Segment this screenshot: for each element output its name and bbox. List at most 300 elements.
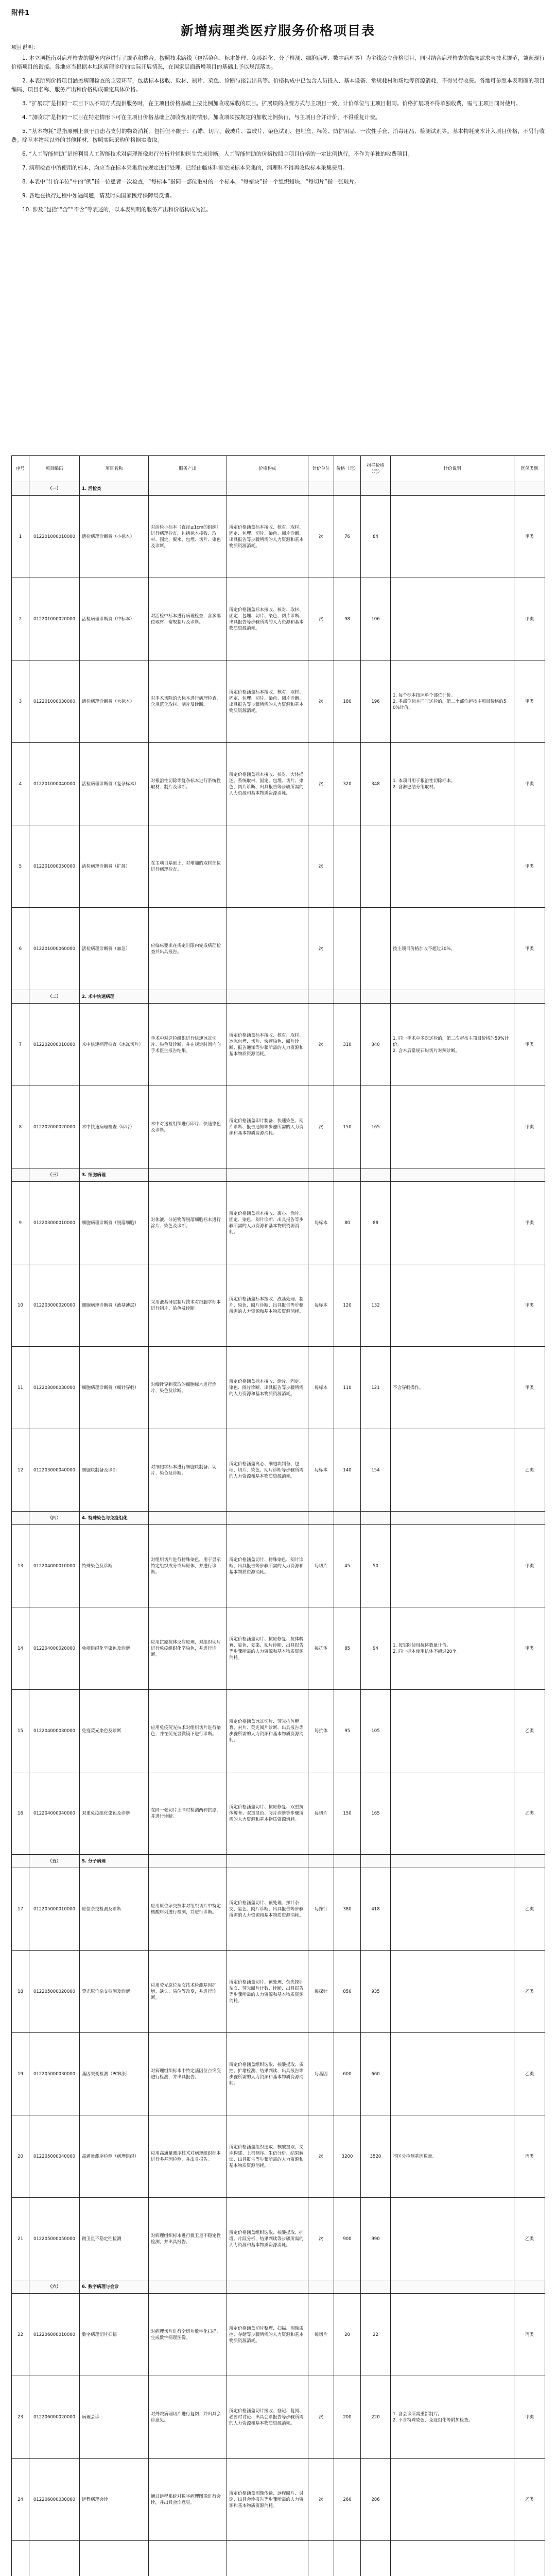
row-service-content: 对手术切除的大标本进行病理检查，含规范化取材、制片及诊断。 <box>149 660 227 743</box>
row-description <box>391 2033 514 2115</box>
row-description <box>391 1772 514 1855</box>
row-guide-price <box>361 1512 391 1525</box>
row-price <box>334 908 361 990</box>
row-price-composition: 所定价格涵盖切片、特殊染色、阅片诊断、出具报告等步骤所需的人力资源和基本物质资源消耗。 <box>227 1525 308 1607</box>
row-price-composition: 所定价格涵盖标本接收、核对、取材、固定、包埋、切片、染色、阅片诊断、出具报告等步骤所需的人力资源和基本物质资源消耗。 <box>227 496 308 578</box>
row-name: 特殊染色及诊断 <box>80 1525 149 1607</box>
row-service-content: 对体液、分泌物等脱落细胞标本进行涂片、染色及诊断。 <box>149 1182 227 1264</box>
row-price: 95 <box>334 1690 361 1772</box>
row-unit: 每抗体 <box>308 1607 334 1690</box>
row-price <box>334 2280 361 2294</box>
row-price-composition: 所定价格涵盖切片、预处理、荧光探针杂交、荧光阅片计数、诊断、出具报告等步骤所需的人力资源和基本物质资源消耗。 <box>227 1951 308 2033</box>
row-seq: 19 <box>12 2033 29 2115</box>
row-guide-price: 165 <box>361 1772 391 1855</box>
row-price: 600 <box>334 2033 361 2115</box>
row-price-composition: 所定价格涵盖标本接收、涂片、固定、染色、阅片诊断、出具报告等步骤所需的人力资源和基本物质资源消耗。 <box>227 1347 308 1429</box>
note-paragraph: 4. “加收项”是指同一项目在特定情形下可在主项目价格基础上加收费用的情形。加收项须按规定的加收比例执行，与主项目合并计价，不得重复计费。 <box>22 114 381 121</box>
row-seq: 20 <box>12 2115 29 2198</box>
row-price: 120 <box>334 1264 361 1347</box>
row-price: 98 <box>334 578 361 660</box>
row-insurance-class: 乙类 <box>514 1429 545 1512</box>
row-price-composition: 所定价格涵盖切片整理、扫描、图像质控、存储等步骤所需的人力资源和基本物质资源消耗。 <box>227 2294 308 2376</box>
row-guide-price: 165 <box>361 1086 391 1168</box>
row-description: 不含穿刺操作。 <box>391 1347 514 1429</box>
note-paragraph: 3. “扩展项”是指同一项目下以不同方式提供服务时，在主项目价格基础上按比例加收或减收的项目。扩展项的收费方式与主项目一致，计价单位与主项目相同。价格扩展项不得单独收费，需与主项目同时使用。 <box>22 100 522 107</box>
table-row <box>12 908 545 990</box>
table-row <box>12 2376 545 2459</box>
table-section-row <box>12 1168 545 1182</box>
row-name: 细胞块制备及诊断 <box>80 1429 149 1512</box>
row-seq: 8 <box>12 1086 29 1168</box>
row-name: 术中快速病理检查（冰冻切片） <box>80 1004 149 1086</box>
row-insurance-class: 甲类 <box>514 1086 545 1168</box>
row-description: 1. 同一手术中多次送检的，第二次起按主项目价格的50%计价。 2. 含术后常规石蜡切片对照诊断。 <box>391 1004 514 1086</box>
row-code: 012205000050000 <box>29 2198 80 2280</box>
note-paragraph: 7. 病理检查中所使用的标本，均应当在标本采集后按规定进行处理。已经由临床科室完成标本采集的，病理科不得再收取标本采集费用。 <box>22 165 348 171</box>
row-price-composition: 所定价格涵盖切片、抗原修复、抗体孵育、显色、复染、阅片诊断、出具报告等步骤所需的人力资源和基本物质资源消耗。 <box>227 1607 308 1690</box>
row-insurance-class: 甲类 <box>514 1347 545 1429</box>
row-price: 150 <box>334 1772 361 1855</box>
row-unit: 每切片 <box>308 2294 334 2376</box>
row-price: 850 <box>334 1951 361 2033</box>
row-unit: 次 <box>308 1004 334 1086</box>
table-row <box>12 1429 545 1512</box>
row-price: 76 <box>334 496 361 578</box>
row-guide-price <box>361 2541 391 2576</box>
table-row <box>12 1264 545 1347</box>
row-description <box>391 825 514 908</box>
row-description <box>391 1525 514 1607</box>
row-seq: 6 <box>12 908 29 990</box>
row-seq: 14 <box>12 1607 29 1690</box>
table-row <box>12 1086 545 1168</box>
row-guide-price: 3520 <box>361 2115 391 2198</box>
row-unit <box>308 990 334 1004</box>
row-price: 150 <box>334 1086 361 1168</box>
row-insurance-class <box>514 2280 545 2294</box>
row-description <box>391 2294 514 2376</box>
row-unit: 次 <box>308 2459 334 2541</box>
row-name: 基因突变检测（PCR法） <box>80 2033 149 2115</box>
table-section-row <box>12 1855 545 1868</box>
row-code: 012202000020000 <box>29 1086 80 1168</box>
header-unit: 计价单位 <box>308 456 334 482</box>
row-service-content: 对组织切片进行特殊染色，用于显示特定组织成分或病原体，并进行诊断。 <box>149 1525 227 1607</box>
row-code: 012206000020000 <box>29 2376 80 2459</box>
row-service-content <box>149 2280 227 2294</box>
row-code: 012201000040000 <box>29 743 80 825</box>
table-row <box>12 1772 545 1855</box>
row-insurance-class <box>514 1855 545 1868</box>
row-code: 012204000020000 <box>29 1607 80 1690</box>
row-unit: 每基因 <box>308 2033 334 2115</box>
table-header-row <box>12 456 545 482</box>
row-price-composition <box>227 2541 308 2576</box>
row-seq <box>12 1168 29 1182</box>
notes-section <box>11 43 545 219</box>
row-name: 活检病理诊断费（复杂标本） <box>80 743 149 825</box>
row-description <box>391 1429 514 1512</box>
row-name: 活检病理诊断费（扩展） <box>80 825 149 908</box>
row-insurance-class: 甲类 <box>514 1607 545 1690</box>
row-unit <box>308 1512 334 1525</box>
table-section-row <box>12 2280 545 2294</box>
table-section-row <box>12 1512 545 1525</box>
row-insurance-class: 甲类 <box>514 496 545 578</box>
row-service-content: 采用液基薄层制片技术对细胞学标本进行制片、染色及诊断。 <box>149 1264 227 1347</box>
row-unit: 每抗体 <box>308 1690 334 1772</box>
row-unit: 次 <box>308 743 334 825</box>
note-paragraph: 5. “基本物耗”是指原则上限于由患者支付的物资消耗。包括但不限于：石蜡、切片、载玻片、盖玻片、染色试剂、包埋盒、标签、防护用品、一次性手套、消毒用品、检测试剂等。基本物耗成本计入项目价格，不另行收费。除基本物耗以外的其他耗材，按照实际采购价格据实收取。 <box>11 128 545 143</box>
row-price: 80 <box>334 1182 361 1264</box>
row-unit: 次 <box>308 2376 334 2459</box>
row-description: 1. 含会诊所需重新制片。 2. 不含特殊染色、免疫组化等附加检查。 <box>391 2376 514 2459</box>
row-guide-price: 660 <box>361 2033 391 2115</box>
row-description <box>391 1264 514 1347</box>
row-unit: 次 <box>308 578 334 660</box>
row-unit: 次 <box>308 496 334 578</box>
row-price-composition: 所定价格涵盖组织选取、核酸提取、质控、扩增检测、结果判读、出具报告等步骤所需的人力资源和基本物质资源消耗。 <box>227 2033 308 2115</box>
row-service-content: 对细针穿刺获取的细胞标本进行涂片、染色及诊断。 <box>149 1347 227 1429</box>
row-price-composition: 所定价格涵盖切片接收、登记、复阅、必要时讨论、出具会诊报告等步骤所需的人力资源和基本物质资源消耗。 <box>227 2376 308 2459</box>
row-seq: 18 <box>12 1951 29 2033</box>
document-title: 新增病理类医疗服务价格项目表 <box>180 23 375 38</box>
row-seq: 22 <box>12 2294 29 2376</box>
row-service-content <box>149 1168 227 1182</box>
row-name: 细胞病理诊断费（细针穿刺） <box>80 1347 149 1429</box>
row-insurance-class: 丙类 <box>514 2294 545 2376</box>
row-service-content: 在主项目基础上，对增加的取材部位进行病理检查。 <box>149 825 227 908</box>
row-price-composition: 所定价格涵盖切片、预处理、探针杂交、显色、阅片诊断、出具报告等步骤所需的人力资源和基本物质资源消耗。 <box>227 1868 308 1951</box>
table-row <box>12 1690 545 1772</box>
row-name: 5. 分子病理 <box>80 1855 149 1868</box>
row-guide-price: 990 <box>361 2198 391 2280</box>
note-paragraph: 1. 本立项指南对病理检查的服务内容进行了规范和整合。按照技术路线（包括染色、标本处理、免疫组化、分子检测、细胞病理、数字病理等）为主线设立价格项目，同时结合病理检查的临床需求与技术规范，兼顾现行价格项目的衔接。各地应当根据本地区病理诊疗的实际开展情况，在国家层面新增项目的基础上予以规范落实。 <box>11 55 545 70</box>
row-price-composition <box>227 1855 308 1868</box>
header-composition: 价格构成 <box>227 456 308 482</box>
row-service-content: 应用免疫荧光技术对组织切片进行染色，并在荧光显微镜下进行诊断。 <box>149 1690 227 1772</box>
row-description <box>391 578 514 660</box>
header-description: 计价说明 <box>391 456 514 482</box>
row-unit: 次 <box>308 908 334 990</box>
table-section-row <box>12 482 545 496</box>
table-row <box>12 578 545 660</box>
row-unit <box>308 1168 334 1182</box>
header-code: 项目编码 <box>29 456 80 482</box>
row-insurance-class: 丙类 <box>514 2115 545 2198</box>
row-guide-price <box>361 908 391 990</box>
row-service-content: 应临床要求在规定时限内完成病理检查并出具报告。 <box>149 908 227 990</box>
table-row <box>12 1607 545 1690</box>
row-price: 380 <box>334 1868 361 1951</box>
row-unit: 每切片 <box>308 1525 334 1607</box>
row-code: 012204000030000 <box>29 1690 80 1772</box>
row-insurance-class: 乙类 <box>514 1690 545 1772</box>
row-code: 012204000010000 <box>29 1525 80 1607</box>
row-price: 110 <box>334 1347 361 1429</box>
row-guide-price <box>361 1855 391 1868</box>
row-insurance-class <box>514 482 545 496</box>
row-code: 012206000010000 <box>29 2294 80 2376</box>
row-insurance-class: 乙类 <box>514 2198 545 2280</box>
row-description: 按主项目价格加收不超过30%。 <box>391 908 514 990</box>
row-guide-price: 418 <box>361 1868 391 1951</box>
row-name: 原位杂交检测及诊断 <box>80 1868 149 1951</box>
row-service-content: 对根治性切除等复杂标本进行系统性取材、制片及诊断。 <box>149 743 227 825</box>
row-description <box>391 2280 514 2294</box>
row-code <box>29 2541 80 2576</box>
row-seq: 15 <box>12 1690 29 1772</box>
row-name: 细胞病理诊断费（脱落细胞） <box>80 1182 149 1264</box>
row-price-composition <box>227 908 308 990</box>
row-guide-price: 94 <box>361 1607 391 1690</box>
row-service-content <box>149 990 227 1004</box>
row-guide-price: 105 <box>361 1690 391 1772</box>
row-price: 140 <box>334 1429 361 1512</box>
table-section-row <box>12 990 545 1004</box>
table-row <box>12 1004 545 1086</box>
price-item-table <box>11 455 545 2576</box>
row-name: 微卫星不稳定性检测 <box>80 2198 149 2280</box>
row-unit: 每标本 <box>308 1182 334 1264</box>
row-name: 活检病理诊断费（加急） <box>80 908 149 990</box>
row-unit: 每探针 <box>308 1951 334 2033</box>
row-name: 6. 数字病理与会诊 <box>80 2280 149 2294</box>
row-insurance-class: 乙类 <box>514 1868 545 1951</box>
row-name: 3. 细胞病理 <box>80 1168 149 1182</box>
row-code: （二） <box>29 990 80 1004</box>
row-guide-price: 121 <box>361 1347 391 1429</box>
row-guide-price: 340 <box>361 1004 391 1086</box>
row-guide-price: 50 <box>361 1525 391 1607</box>
row-insurance-class: 甲类 <box>514 743 545 825</box>
row-code: 012203000030000 <box>29 1347 80 1429</box>
row-insurance-class: 甲类 <box>514 578 545 660</box>
row-price <box>334 990 361 1004</box>
row-seq: 13 <box>12 1525 29 1607</box>
row-name: 荧光原位杂交检测及诊断 <box>80 1951 149 2033</box>
row-description: 不区分检测基因数量。 <box>391 2115 514 2198</box>
row-seq: 2 <box>12 578 29 660</box>
row-description <box>391 1086 514 1168</box>
row-code: 012203000020000 <box>29 1264 80 1347</box>
header-guide-price: 指导价格（元） <box>361 456 391 482</box>
row-code: 012202000010000 <box>29 1004 80 1086</box>
row-unit <box>308 2541 334 2576</box>
note-paragraph: 8. 本表中“计价单位”中的“例”指一位患者一次检查，“每标本”指同一部位取材的一个标本，“每蜡块”指一个组织蜡块，“每切片”指一张玻片。 <box>22 179 360 185</box>
table-row <box>12 1182 545 1264</box>
row-guide-price: 132 <box>361 1264 391 1347</box>
note-paragraph: 10. 涉及“包括”“含”“不含”等表述的，以本表列明的服务产出和价格构成为准。 <box>22 207 212 213</box>
row-code: 012201000020000 <box>29 578 80 660</box>
row-price: 900 <box>334 2198 361 2280</box>
note-paragraph: 9. 各地在执行过程中如遇问题，请及时向国家医疗保障局反馈。 <box>22 193 175 199</box>
row-seq <box>12 1855 29 1868</box>
row-code: 012201000060000 <box>29 908 80 990</box>
row-unit <box>308 482 334 496</box>
row-description <box>391 496 514 578</box>
row-price-composition: 所定价格涵盖冰冻切片、荧光抗体孵育、封片、荧光阅片诊断、出具报告等步骤所需的人力资源和基本物质资源消耗。 <box>227 1690 308 1772</box>
table-row <box>12 2115 545 2198</box>
row-insurance-class: 乙类 <box>514 2459 545 2541</box>
row-seq <box>12 990 29 1004</box>
row-price <box>334 1855 361 1868</box>
table-row <box>12 2541 545 2576</box>
row-insurance-class: 甲类 <box>514 825 545 908</box>
table-row <box>12 2033 545 2115</box>
row-unit: 次 <box>308 2198 334 2280</box>
row-price: 85 <box>334 1607 361 1690</box>
row-insurance-class: 乙类 <box>514 1772 545 1855</box>
row-name: 活检病理诊断费（大标本） <box>80 660 149 743</box>
row-seq <box>12 482 29 496</box>
row-service-content: 在同一张切片上同时检测两种抗原，并进行诊断。 <box>149 1772 227 1855</box>
row-service-content: 对病理组织标本中特定基因位点突变进行检测，并出具报告。 <box>149 2033 227 2115</box>
row-name: 远程病理会诊 <box>80 2459 149 2541</box>
row-insurance-class: 甲类 <box>514 660 545 743</box>
row-insurance-class: 甲类 <box>514 2376 545 2459</box>
row-insurance-class <box>514 2541 545 2576</box>
row-code: 012201000030000 <box>29 660 80 743</box>
row-insurance-class <box>514 1512 545 1525</box>
row-code: 012205000030000 <box>29 2033 80 2115</box>
row-insurance-class: 乙类 <box>514 1951 545 2033</box>
row-guide-price: 106 <box>361 578 391 660</box>
header-seq: 序号 <box>12 456 29 482</box>
table-row <box>12 825 545 908</box>
row-price <box>334 2541 361 2576</box>
row-code: （四） <box>29 1512 80 1525</box>
row-description <box>391 1690 514 1772</box>
row-guide-price <box>361 990 391 1004</box>
row-service-content <box>149 482 227 496</box>
row-guide-price: 154 <box>361 1429 391 1512</box>
row-service-content: 应用原位杂交技术对组织切片中特定核酸序列进行检测，并进行诊断。 <box>149 1868 227 1951</box>
row-price-composition: 所定价格涵盖标本接收、核对、大体描述、系统取材、固定、包埋、切片、染色、阅片诊断、出具报告等步骤所需的人力资源和基本物质资源消耗。 <box>227 743 308 825</box>
header-content: 服务产出 <box>149 456 227 482</box>
row-unit <box>308 2280 334 2294</box>
row-description <box>391 2198 514 2280</box>
row-seq: 10 <box>12 1264 29 1347</box>
row-insurance-class: 甲类 <box>514 1264 545 1347</box>
header-price: 价格（元） <box>334 456 361 482</box>
row-insurance-class <box>514 990 545 1004</box>
row-unit: 每切片 <box>308 1772 334 1855</box>
row-unit: 每标本 <box>308 1264 334 1347</box>
row-description: 1. 按实际使用抗体数量计价。 2. 同一标本使用抗体不超过20个。 <box>391 1607 514 1690</box>
row-service-content: 应用荧光原位杂交技术检测基因扩增、缺失、易位等改变，并进行诊断。 <box>149 1951 227 2033</box>
row-price <box>334 825 361 908</box>
row-insurance-class: 甲类 <box>514 1525 545 1607</box>
row-name: 病理会诊 <box>80 2376 149 2459</box>
row-price-composition: 所定价格涵盖标本接收、核对、取材、固定、包埋、切片、染色、阅片诊断、出具报告等步骤所需的人力资源和基本物质资源消耗。 <box>227 660 308 743</box>
row-price: 20 <box>334 2294 361 2376</box>
row-insurance-class: 甲类 <box>514 1182 545 1264</box>
row-price <box>334 1168 361 1182</box>
row-guide-price: 348 <box>361 743 391 825</box>
row-unit: 次 <box>308 660 334 743</box>
table-row <box>12 496 545 578</box>
row-description <box>391 2459 514 2541</box>
row-seq: 12 <box>12 1429 29 1512</box>
row-price: 310 <box>334 1004 361 1086</box>
header-insurance: 医保类别 <box>514 456 545 482</box>
row-price-composition: 所定价格涵盖印片制备、快速染色、阅片诊断、报告通知等步骤所需的人力资源和基本物质资源消耗。 <box>227 1086 308 1168</box>
row-seq <box>12 2280 29 2294</box>
row-guide-price: 935 <box>361 1951 391 2033</box>
row-price <box>334 1512 361 1525</box>
row-service-content: 手术中对送检组织进行快速冰冻切片、染色及诊断，并在规定时间内向手术医生报告结果。 <box>149 1004 227 1086</box>
row-price-composition <box>227 1168 308 1182</box>
row-price-composition: 所定价格涵盖标本接收、液基处理、制片、染色、阅片诊断、出具报告等步骤所需的人力资源和基本物质资源消耗。 <box>227 1264 308 1347</box>
row-insurance-class: 甲类 <box>514 1004 545 1086</box>
row-seq: 1 <box>12 496 29 578</box>
row-seq: 5 <box>12 825 29 908</box>
row-price-composition <box>227 2280 308 2294</box>
row-seq: 17 <box>12 1868 29 1951</box>
row-name: 细胞病理诊断费（液基薄层） <box>80 1264 149 1347</box>
row-price-composition: 所定价格涵盖组织选取、核酸提取、扩增、片段分析、结果判读等步骤所需的人力资源和基本物质资源消耗。 <box>227 2198 308 2280</box>
row-name: 免疫荧光染色及诊断 <box>80 1690 149 1772</box>
row-service-content: 对细胞学标本进行细胞块制备、切片、染色及诊断。 <box>149 1429 227 1512</box>
row-description <box>391 990 514 1004</box>
table-row <box>12 1868 545 1951</box>
row-service-content: 应用高通量测序技术对病理组织标本进行多基因检测，并出具报告。 <box>149 2115 227 2198</box>
row-code: 012205000040000 <box>29 2115 80 2198</box>
row-guide-price: 196 <box>361 660 391 743</box>
row-name: 数字病理切片扫描 <box>80 2294 149 2376</box>
notes-heading: 项目说明： <box>11 44 39 50</box>
table-row <box>12 743 545 825</box>
row-service-content: 对活检中标本进行病理检查，含多部位取材、常规制片及诊断。 <box>149 578 227 660</box>
row-price-composition <box>227 990 308 1004</box>
note-paragraph: 6. “人工智能辅助”是指利用人工智能技术对病理图像进行分析并辅助医生完成诊断。人工智能辅助的价格按照主项目价格的一定比例执行，不作为单独的收费项目。 <box>22 151 413 157</box>
table-row <box>12 2459 545 2541</box>
row-guide-price <box>361 825 391 908</box>
row-service-content: 对病理组织标本进行微卫星不稳定性检测，并出具报告。 <box>149 2198 227 2280</box>
row-name: 高通量测序检测（病理组织） <box>80 2115 149 2198</box>
row-code: 012206000030000 <box>29 2459 80 2541</box>
table-row <box>12 1951 545 2033</box>
row-insurance-class: 甲类 <box>514 908 545 990</box>
attachment-label: 附件1 <box>11 9 30 17</box>
row-code: （五） <box>29 1855 80 1868</box>
row-service-content <box>149 1512 227 1525</box>
row-price-composition: 所定价格涵盖组织选取、核酸提取、文库构建、上机测序、生信分析、结果解读、出具报告等步骤所需的人力资源和基本物质资源消耗。 <box>227 2115 308 2198</box>
row-name: 1. 活检类 <box>80 482 149 496</box>
row-price-composition: 所定价格涵盖标本接收、核对、取材、固定、包埋、切片、染色、阅片诊断、出具报告等步骤所需的人力资源和基本物质资源消耗。 <box>227 578 308 660</box>
row-unit: 每标本 <box>308 1347 334 1429</box>
row-seq: 23 <box>12 2376 29 2459</box>
row-guide-price: 286 <box>361 2459 391 2541</box>
row-seq <box>12 2541 29 2576</box>
row-name <box>80 2541 149 2576</box>
row-unit: 每探针 <box>308 1868 334 1951</box>
row-unit: 次 <box>308 2115 334 2198</box>
row-code: （三） <box>29 1168 80 1182</box>
row-description <box>391 2541 514 2576</box>
row-description <box>391 1512 514 1525</box>
row-price-composition: 所定价格涵盖切片、抗原修复、双重抗体孵育、双重显色、阅片诊断等步骤所需的人力资源和基本物质资源消耗。 <box>227 1772 308 1855</box>
row-price-composition: 所定价格涵盖离心、细胞块制备、包埋、切片、染色、阅片诊断等步骤所需的人力资源和基本物质资源消耗。 <box>227 1429 308 1512</box>
row-code: 012205000010000 <box>29 1868 80 1951</box>
row-description <box>391 1868 514 1951</box>
row-description: 1. 本项目用于根治性切除标本。 2. 含淋巴结分组取材。 <box>391 743 514 825</box>
row-seq: 24 <box>12 2459 29 2541</box>
row-service-content <box>149 1855 227 1868</box>
row-code: 012203000010000 <box>29 1182 80 1264</box>
table-row <box>12 2198 545 2280</box>
